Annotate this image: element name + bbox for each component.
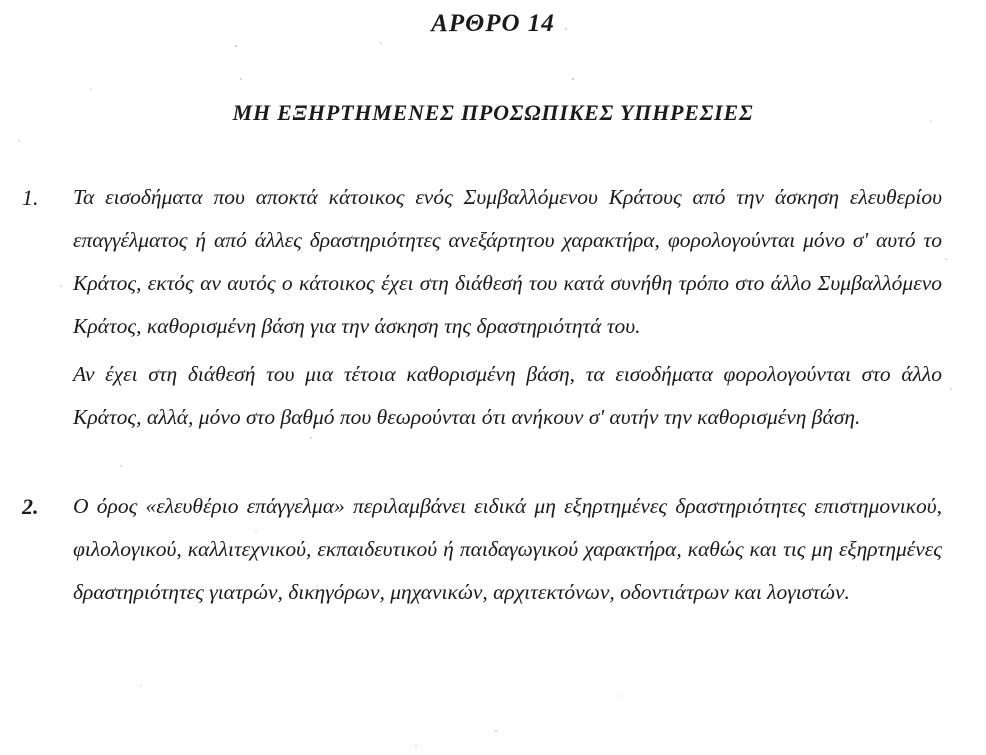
article-subtitle: ΜΗ ΕΞΗΡΤΗΜΕΝΕΣ ΠΡΟΣΩΠΙΚΕΣ ΥΠΗΡΕΣΙΕΣ	[232, 100, 754, 125]
paragraph-1	[0, 176, 986, 439]
paragraph-1-block-2: Αν έχει στη διάθεσή του μια τέτοια καθορισμένη βάση, τα εισοδήματα φορολογούνται στο άλλο Κράτος, αλλά, μόνο στο βαθμό που θεωρούνται ότι ανήκουν σ' αυτήν την καθορισμένη βάση.	[73, 362, 942, 429]
paragraph-2	[0, 485, 986, 614]
paragraph-2-block-1: Ο όρος «ελευθέριο επάγγελμα» περιλαμβάνει ειδικά μη εξηρτημένες δραστηριότητες επιστημονικού, φιλολογικού, καλλιτεχνικού, εκπαιδευτικού ή παιδαγωγικού χαρακτήρα, καθώς και τις μη εξηρτημένες δραστηριότητες γιατρών, δικηγόρων, μηχανικών, αρχιτεκτόνων, οδοντιάτρων και λογιστών.	[73, 494, 942, 604]
paragraph-2-text	[73, 485, 986, 614]
article-title: ΑΡΘΡΟ 14	[431, 10, 555, 37]
paragraph-1-block-1: Τα εισοδήματα που αποκτά κάτοικος ενός Συμβαλλόμενου Κράτους από την άσκηση ελευθερίου επαγγέλματος ή από άλλες δραστηριότητες ανεξάρτητου χαρακτήρα, φορολογούνται μόνο σ' αυτό το Κράτος, εκτός αν αυτός ο κάτοικος έχει στη διάθεσή του κατά συνήθη τρόπο στο άλλο Συμβαλλόμενο Κράτος, καθορισμένη βάση για την άσκηση της δραστηριότητά του.	[73, 185, 942, 338]
paragraph-2-number: 2.	[22, 494, 39, 519]
paragraph-1-text	[73, 176, 986, 439]
paragraph-1-number: 1.	[22, 185, 39, 210]
